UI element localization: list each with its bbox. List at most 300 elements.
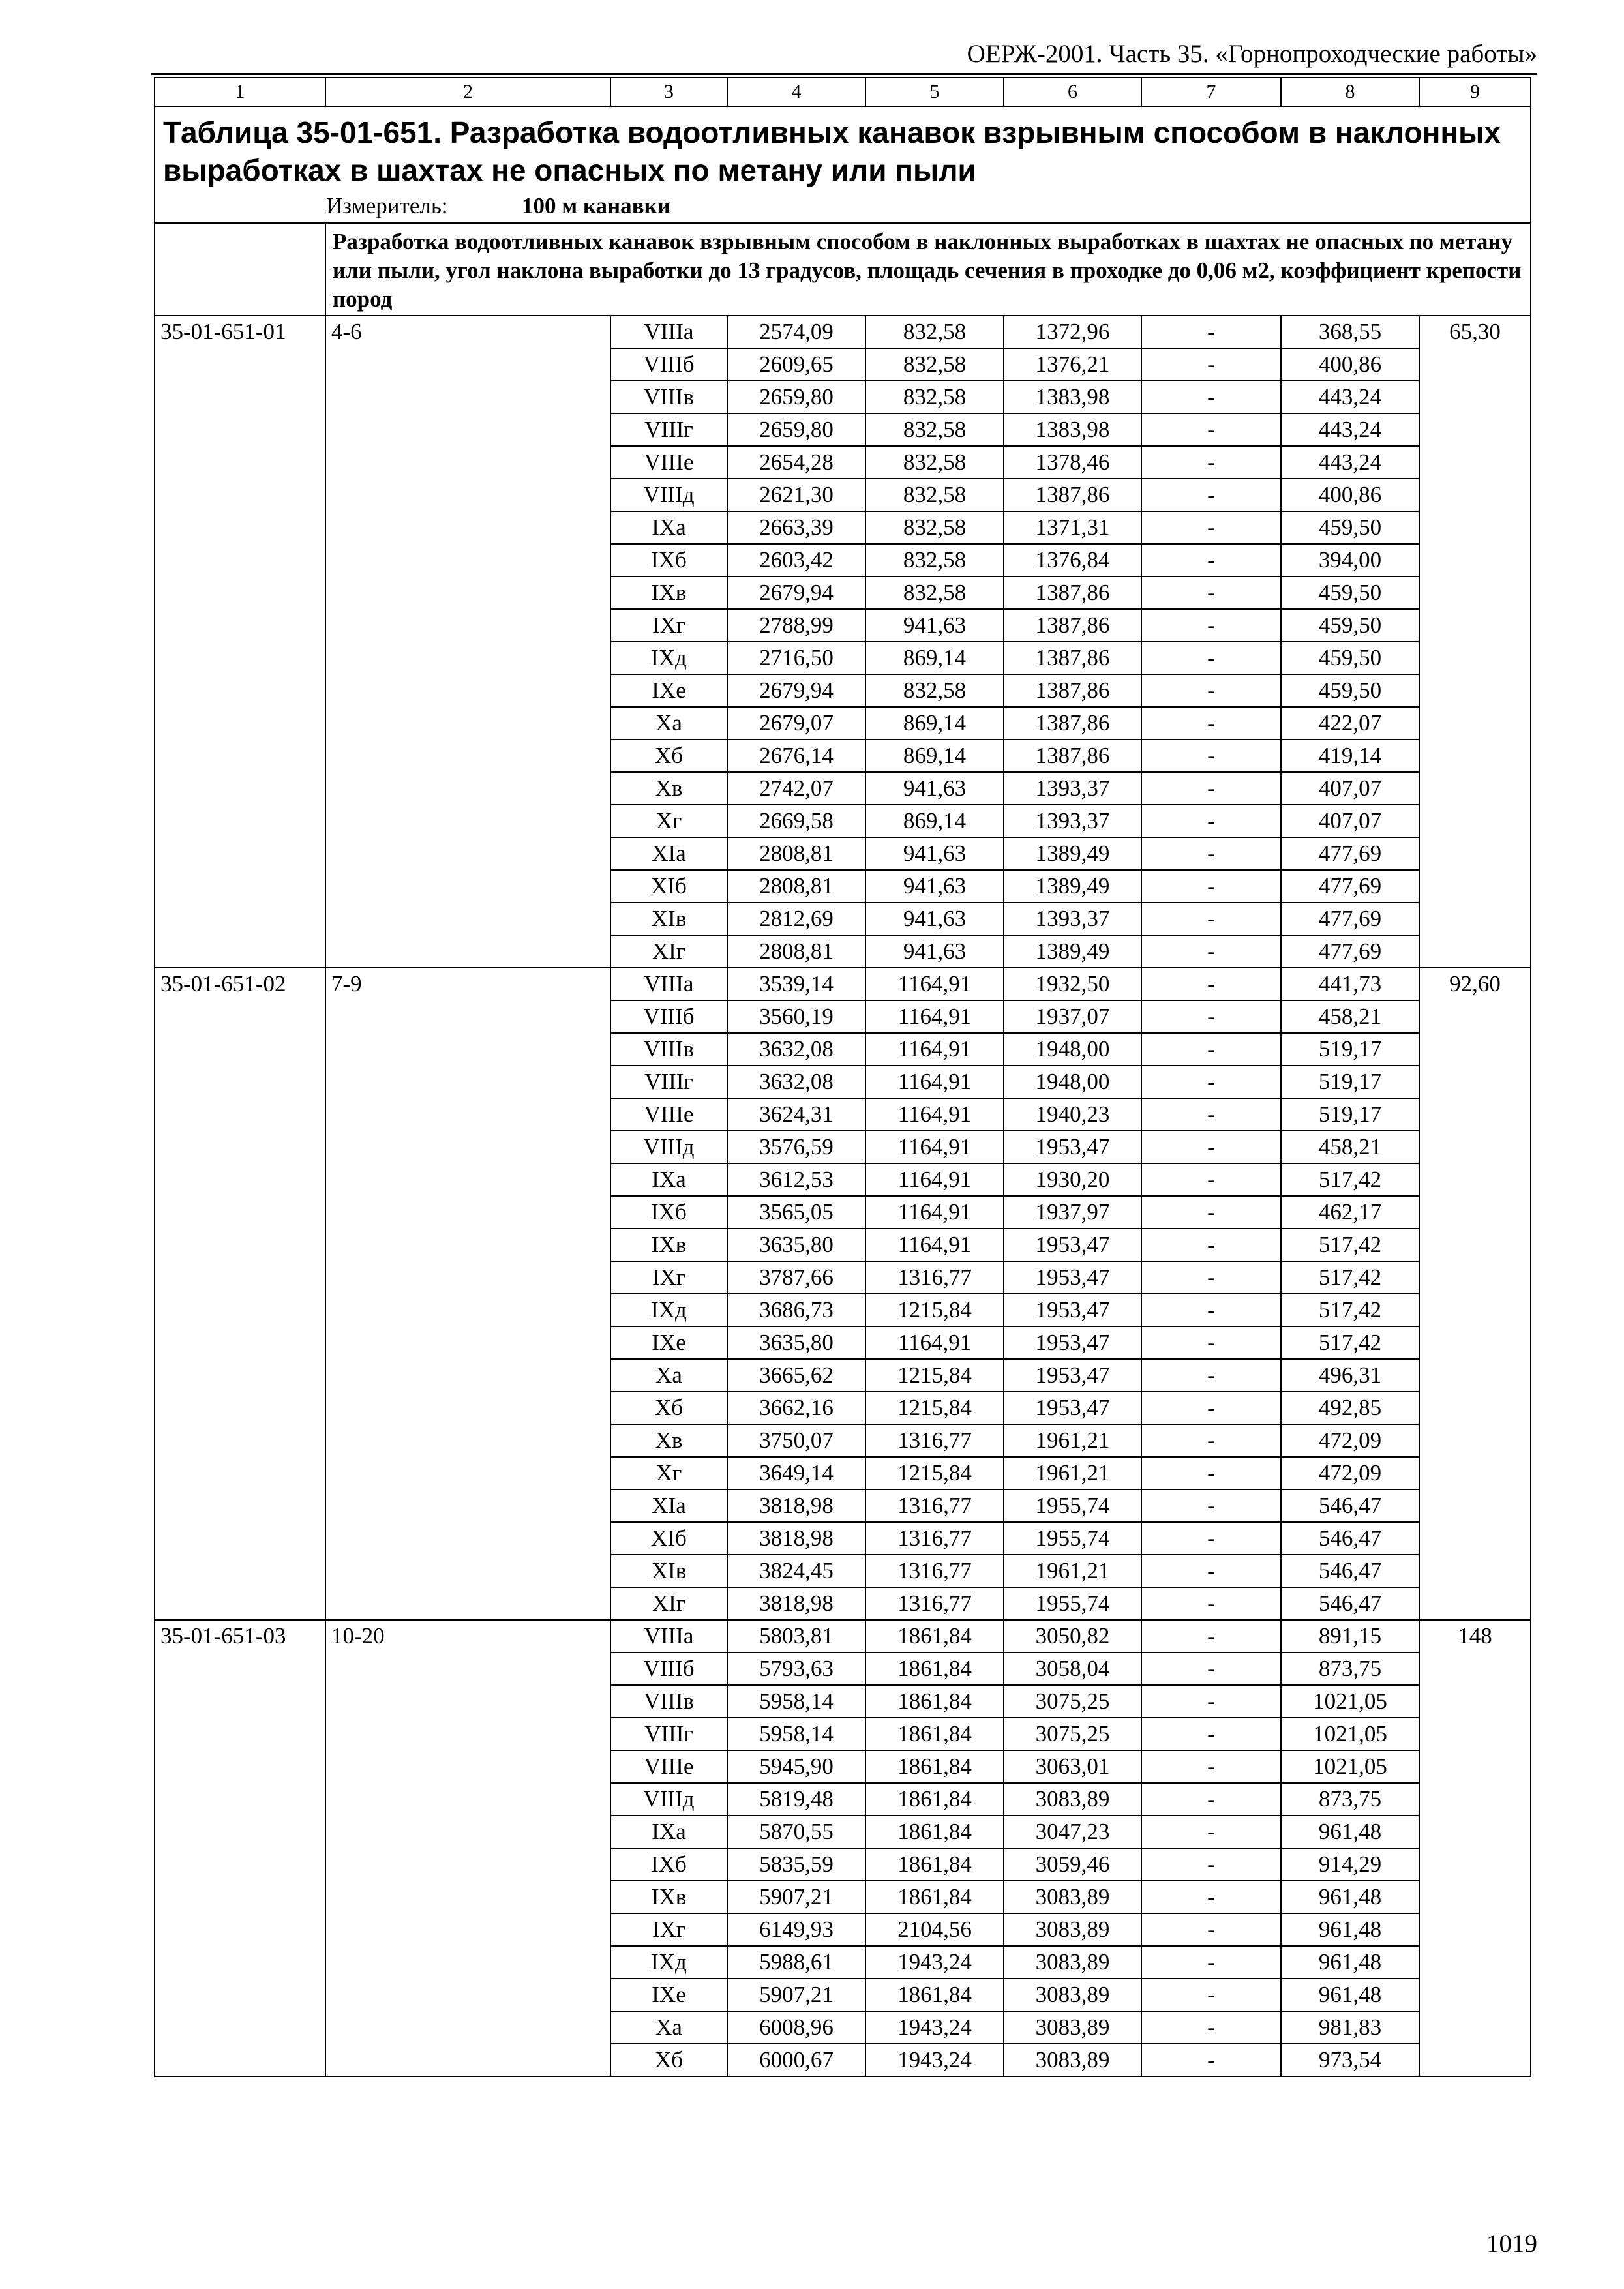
labor-cost: 869,14 (865, 707, 1004, 740)
total-cost: 3665,62 (727, 1359, 865, 1392)
labor-cost: 1164,91 (865, 1000, 1004, 1033)
column-number-row (155, 78, 1531, 106)
labor-cost: 1861,84 (865, 1979, 1004, 2011)
total-cost: 6008,96 (727, 2011, 865, 2044)
labor-cost: 1215,84 (865, 1457, 1004, 1489)
col-7-value: - (1141, 1229, 1281, 1261)
materials-cost: 961,48 (1281, 1881, 1419, 1913)
machine-cost: 1930,20 (1004, 1163, 1141, 1196)
region-class: VIIIа (610, 968, 727, 1000)
machine-cost: 3083,89 (1004, 1881, 1141, 1913)
region-class: VIIIд (610, 479, 727, 511)
region-class: XIг (610, 935, 727, 968)
materials-cost: 459,50 (1281, 576, 1419, 609)
col-7-value: - (1141, 1196, 1281, 1229)
col-7-value: - (1141, 446, 1281, 479)
region-class: IXб (610, 544, 727, 576)
col-7-value: - (1141, 1783, 1281, 1816)
col-7-value: - (1141, 1979, 1281, 2011)
labor-cost: 1861,84 (865, 1816, 1004, 1848)
machine-cost: 1387,86 (1004, 740, 1141, 772)
region-class: IXе (610, 1326, 727, 1359)
region-class: XIб (610, 870, 727, 903)
region-class: IXг (610, 1261, 727, 1294)
col-7-value: - (1141, 413, 1281, 446)
col-7-value: - (1141, 1033, 1281, 1066)
rate-code: 35-01-651-03 (155, 1620, 325, 2076)
col-num-5: 5 (865, 78, 1004, 106)
total-cost: 3565,05 (727, 1196, 865, 1229)
total-cost: 2574,09 (727, 316, 865, 348)
materials-cost: 400,86 (1281, 479, 1419, 511)
col-7-value: - (1141, 935, 1281, 968)
materials-cost: 1021,05 (1281, 1718, 1419, 1750)
machine-cost: 1387,86 (1004, 576, 1141, 609)
materials-cost: 472,09 (1281, 1457, 1419, 1489)
region-class: IXв (610, 1881, 727, 1913)
labor-cost: 1215,84 (865, 1392, 1004, 1424)
labor-cost: 1861,84 (865, 1620, 1004, 1653)
materials-cost: 517,42 (1281, 1326, 1419, 1359)
materials-cost: 519,17 (1281, 1098, 1419, 1131)
materials-cost: 443,24 (1281, 413, 1419, 446)
machine-cost: 1393,37 (1004, 805, 1141, 837)
total-cost: 2679,07 (727, 707, 865, 740)
materials-cost: 394,00 (1281, 544, 1419, 576)
running-header: ОЕРЖ-2001. Часть 35. «Горнопроходческие работы» (967, 40, 1537, 68)
col-7-value: - (1141, 1066, 1281, 1098)
col-num-9: 9 (1419, 78, 1531, 106)
labor-cost: 1164,91 (865, 1131, 1004, 1163)
region-class: XIа (610, 837, 727, 870)
estimate-table (154, 77, 1531, 2077)
region-class: IXб (610, 1848, 727, 1881)
materials-cost: 981,83 (1281, 2011, 1419, 2044)
col-7-value: - (1141, 1522, 1281, 1555)
labor-cost: 1943,24 (865, 2044, 1004, 2076)
materials-cost: 477,69 (1281, 837, 1419, 870)
total-cost: 2679,94 (727, 576, 865, 609)
machine-cost: 3083,89 (1004, 1783, 1141, 1816)
col-7-value: - (1141, 674, 1281, 707)
col-7-value: - (1141, 870, 1281, 903)
total-cost: 3612,53 (727, 1163, 865, 1196)
labor-cost: 1164,91 (865, 1229, 1004, 1261)
header-rule (151, 73, 1537, 75)
region-class: XIб (610, 1522, 727, 1555)
labor-cost: 1943,24 (865, 1946, 1004, 1979)
col-num-2: 2 (325, 78, 610, 106)
labor-cost: 1861,84 (865, 1783, 1004, 1816)
col-7-value: - (1141, 1000, 1281, 1033)
labor-cost: 832,58 (865, 479, 1004, 511)
col-num-7: 7 (1141, 78, 1281, 106)
materials-cost: 519,17 (1281, 1033, 1419, 1066)
machine-cost: 1953,47 (1004, 1392, 1141, 1424)
region-class: IXд (610, 1294, 727, 1326)
total-cost: 5835,59 (727, 1848, 865, 1881)
unit-label: Измеритель: (326, 192, 448, 218)
total-cost: 5793,63 (727, 1653, 865, 1685)
total-cost: 3649,14 (727, 1457, 865, 1489)
col-7-value: - (1141, 1392, 1281, 1424)
total-cost: 2676,14 (727, 740, 865, 772)
rate-code: 35-01-651-02 (155, 968, 325, 1620)
materials-cost: 422,07 (1281, 707, 1419, 740)
materials-cost: 519,17 (1281, 1066, 1419, 1098)
materials-cost: 546,47 (1281, 1555, 1419, 1587)
table-row (155, 968, 1531, 1000)
total-cost: 3818,98 (727, 1489, 865, 1522)
materials-cost: 873,75 (1281, 1653, 1419, 1685)
machine-cost: 1953,47 (1004, 1261, 1141, 1294)
machine-cost: 1937,07 (1004, 1000, 1141, 1033)
labor-cost: 832,58 (865, 413, 1004, 446)
col-num-1: 1 (155, 78, 325, 106)
materials-cost: 1021,05 (1281, 1685, 1419, 1718)
machine-cost: 1383,98 (1004, 381, 1141, 413)
total-cost: 3818,98 (727, 1522, 865, 1555)
total-cost: 2679,94 (727, 674, 865, 707)
labor-cost: 1861,84 (865, 1750, 1004, 1783)
total-cost: 3539,14 (727, 968, 865, 1000)
labor-cost: 2104,56 (865, 1913, 1004, 1946)
col-7-value: - (1141, 642, 1281, 674)
machine-cost: 1953,47 (1004, 1294, 1141, 1326)
materials-cost: 407,07 (1281, 805, 1419, 837)
col-7-value: - (1141, 1848, 1281, 1881)
region-class: IXг (610, 1913, 727, 1946)
region-class: VIIIе (610, 1750, 727, 1783)
materials-cost: 419,14 (1281, 740, 1419, 772)
region-class: XIв (610, 1555, 727, 1587)
region-class: VIIIв (610, 381, 727, 413)
labor-cost: 1861,84 (865, 1848, 1004, 1881)
materials-cost: 458,21 (1281, 1000, 1419, 1033)
labor-cost: 1164,91 (865, 1163, 1004, 1196)
total-cost: 3635,80 (727, 1326, 865, 1359)
total-cost: 2742,07 (727, 772, 865, 805)
total-cost: 2659,80 (727, 413, 865, 446)
region-class: IXб (610, 1196, 727, 1229)
labor-cost: 1861,84 (865, 1653, 1004, 1685)
materials-cost: 973,54 (1281, 2044, 1419, 2076)
labor-cost: 1164,91 (865, 1033, 1004, 1066)
table-body (155, 78, 1531, 2076)
materials-cost: 546,47 (1281, 1489, 1419, 1522)
region-class: VIIIг (610, 413, 727, 446)
materials-cost: 368,55 (1281, 316, 1419, 348)
region-class: IXд (610, 642, 727, 674)
region-class: IXг (610, 609, 727, 642)
title-row (155, 106, 1531, 189)
region-class: Xа (610, 707, 727, 740)
region-class: VIIIб (610, 1653, 727, 1685)
total-cost: 5819,48 (727, 1783, 865, 1816)
description-blank-cell (155, 223, 325, 316)
total-cost: 3686,73 (727, 1294, 865, 1326)
total-cost: 2812,69 (727, 903, 865, 935)
total-cost: 5803,81 (727, 1620, 865, 1653)
labor-cost: 941,63 (865, 609, 1004, 642)
region-class: IXд (610, 1946, 727, 1979)
col-7-value: - (1141, 1326, 1281, 1359)
labor-hours: 92,60 (1419, 968, 1531, 1620)
materials-cost: 517,42 (1281, 1261, 1419, 1294)
col-7-value: - (1141, 1294, 1281, 1326)
col-7-value: - (1141, 544, 1281, 576)
labor-cost: 941,63 (865, 935, 1004, 968)
table-title: Таблица 35-01-651. Разработка водоотливных канавок взрывным способом в наклонных выработках в шахтах не опасных по метану или пыли (155, 106, 1531, 189)
labor-cost: 1861,84 (865, 1881, 1004, 1913)
labor-cost: 832,58 (865, 381, 1004, 413)
total-cost: 2659,80 (727, 381, 865, 413)
hardness-range: 4-6 (325, 316, 610, 968)
table-row (155, 1620, 1531, 1653)
region-class: Xб (610, 2044, 727, 2076)
labor-cost: 941,63 (865, 903, 1004, 935)
col-7-value: - (1141, 805, 1281, 837)
machine-cost: 1955,74 (1004, 1489, 1141, 1522)
machine-cost: 3047,23 (1004, 1816, 1141, 1848)
region-class: IXа (610, 1816, 727, 1848)
machine-cost: 1387,86 (1004, 609, 1141, 642)
labor-cost: 869,14 (865, 740, 1004, 772)
materials-cost: 477,69 (1281, 935, 1419, 968)
machine-cost: 1953,47 (1004, 1326, 1141, 1359)
machine-cost: 1937,97 (1004, 1196, 1141, 1229)
total-cost: 5958,14 (727, 1685, 865, 1718)
total-cost: 3824,45 (727, 1555, 865, 1587)
machine-cost: 1955,74 (1004, 1587, 1141, 1620)
hardness-range: 7-9 (325, 968, 610, 1620)
col-7-value: - (1141, 1489, 1281, 1522)
materials-cost: 477,69 (1281, 903, 1419, 935)
col-7-value: - (1141, 968, 1281, 1000)
total-cost: 6000,67 (727, 2044, 865, 2076)
machine-cost: 1948,00 (1004, 1033, 1141, 1066)
total-cost: 3750,07 (727, 1424, 865, 1457)
col-7-value: - (1141, 1261, 1281, 1294)
total-cost: 2808,81 (727, 870, 865, 903)
unit-value: 100 м канавки (522, 192, 670, 218)
labor-cost: 869,14 (865, 642, 1004, 674)
machine-cost: 1953,47 (1004, 1131, 1141, 1163)
machine-cost: 1961,21 (1004, 1555, 1141, 1587)
col-7-value: - (1141, 1359, 1281, 1392)
region-class: IXв (610, 576, 727, 609)
table-row (155, 316, 1531, 348)
labor-cost: 941,63 (865, 837, 1004, 870)
machine-cost: 3083,89 (1004, 2011, 1141, 2044)
total-cost: 2603,42 (727, 544, 865, 576)
machine-cost: 1961,21 (1004, 1457, 1141, 1489)
region-class: VIIIг (610, 1066, 727, 1098)
labor-cost: 941,63 (865, 772, 1004, 805)
col-num-6: 6 (1004, 78, 1141, 106)
region-class: Xв (610, 1424, 727, 1457)
materials-cost: 961,48 (1281, 1816, 1419, 1848)
materials-cost: 891,15 (1281, 1620, 1419, 1653)
machine-cost: 1376,84 (1004, 544, 1141, 576)
machine-cost: 3083,89 (1004, 1913, 1141, 1946)
machine-cost: 1376,21 (1004, 348, 1141, 381)
region-class: Xб (610, 1392, 727, 1424)
labor-cost: 1861,84 (865, 1718, 1004, 1750)
materials-cost: 407,07 (1281, 772, 1419, 805)
materials-cost: 441,73 (1281, 968, 1419, 1000)
col-7-value: - (1141, 1555, 1281, 1587)
machine-cost: 1372,96 (1004, 316, 1141, 348)
labor-cost: 1316,77 (865, 1261, 1004, 1294)
col-7-value: - (1141, 1457, 1281, 1489)
machine-cost: 3083,89 (1004, 2044, 1141, 2076)
total-cost: 5870,55 (727, 1816, 865, 1848)
total-cost: 2654,28 (727, 446, 865, 479)
labor-cost: 832,58 (865, 674, 1004, 707)
machine-cost: 1955,74 (1004, 1522, 1141, 1555)
region-class: Xв (610, 772, 727, 805)
labor-cost: 1215,84 (865, 1359, 1004, 1392)
col-num-3: 3 (610, 78, 727, 106)
materials-cost: 459,50 (1281, 511, 1419, 544)
col-7-value: - (1141, 903, 1281, 935)
total-cost: 2663,39 (727, 511, 865, 544)
machine-cost: 1393,37 (1004, 903, 1141, 935)
region-class: XIв (610, 903, 727, 935)
total-cost: 2609,65 (727, 348, 865, 381)
total-cost: 3560,19 (727, 1000, 865, 1033)
labor-cost: 941,63 (865, 870, 1004, 903)
machine-cost: 1940,23 (1004, 1098, 1141, 1131)
col-7-value: - (1141, 740, 1281, 772)
labor-cost: 1215,84 (865, 1294, 1004, 1326)
labor-hours: 65,30 (1419, 316, 1531, 968)
machine-cost: 1389,49 (1004, 935, 1141, 968)
labor-cost: 1164,91 (865, 968, 1004, 1000)
col-7-value: - (1141, 479, 1281, 511)
labor-cost: 832,58 (865, 511, 1004, 544)
machine-cost: 1383,98 (1004, 413, 1141, 446)
total-cost: 5958,14 (727, 1718, 865, 1750)
machine-cost: 1387,86 (1004, 642, 1141, 674)
materials-cost: 517,42 (1281, 1163, 1419, 1196)
total-cost: 3576,59 (727, 1131, 865, 1163)
machine-cost: 1387,86 (1004, 479, 1141, 511)
region-class: Xг (610, 805, 727, 837)
col-7-value: - (1141, 576, 1281, 609)
labor-cost: 832,58 (865, 544, 1004, 576)
machine-cost: 3050,82 (1004, 1620, 1141, 1653)
col-7-value: - (1141, 381, 1281, 413)
total-cost: 3632,08 (727, 1066, 865, 1098)
region-class: IXа (610, 1163, 727, 1196)
machine-cost: 1948,00 (1004, 1066, 1141, 1098)
col-num-4: 4 (727, 78, 865, 106)
materials-cost: 546,47 (1281, 1522, 1419, 1555)
machine-cost: 1953,47 (1004, 1229, 1141, 1261)
region-class: VIIIд (610, 1783, 727, 1816)
col-7-value: - (1141, 316, 1281, 348)
region-class: Xб (610, 740, 727, 772)
col-7-value: - (1141, 1946, 1281, 1979)
machine-cost: 1378,46 (1004, 446, 1141, 479)
total-cost: 3787,66 (727, 1261, 865, 1294)
col-7-value: - (1141, 609, 1281, 642)
page-number: 1019 (1486, 2230, 1537, 2258)
region-class: VIIIб (610, 1000, 727, 1033)
col-7-value: - (1141, 348, 1281, 381)
col-7-value: - (1141, 1750, 1281, 1783)
region-class: VIIIе (610, 1098, 727, 1131)
col-7-value: - (1141, 1098, 1281, 1131)
materials-cost: 546,47 (1281, 1587, 1419, 1620)
labor-hours: 148 (1419, 1620, 1531, 2076)
labor-cost: 1861,84 (865, 1685, 1004, 1718)
materials-cost: 961,48 (1281, 1913, 1419, 1946)
col-7-value: - (1141, 772, 1281, 805)
materials-cost: 458,21 (1281, 1131, 1419, 1163)
total-cost: 3635,80 (727, 1229, 865, 1261)
region-class: IXа (610, 511, 727, 544)
col-7-value: - (1141, 1718, 1281, 1750)
col-7-value: - (1141, 1816, 1281, 1848)
materials-cost: 961,48 (1281, 1979, 1419, 2011)
materials-cost: 400,86 (1281, 348, 1419, 381)
region-class: IXе (610, 1979, 727, 2011)
materials-cost: 459,50 (1281, 642, 1419, 674)
materials-cost: 961,48 (1281, 1946, 1419, 1979)
total-cost: 5988,61 (727, 1946, 865, 1979)
hardness-range: 10-20 (325, 1620, 610, 2076)
col-7-value: - (1141, 1913, 1281, 1946)
region-class: XIа (610, 1489, 727, 1522)
materials-cost: 462,17 (1281, 1196, 1419, 1229)
total-cost: 5907,21 (727, 1881, 865, 1913)
labor-cost: 1316,77 (865, 1522, 1004, 1555)
materials-cost: 477,69 (1281, 870, 1419, 903)
machine-cost: 3083,89 (1004, 1979, 1141, 2011)
col-7-value: - (1141, 2011, 1281, 2044)
materials-cost: 459,50 (1281, 609, 1419, 642)
labor-cost: 832,58 (865, 576, 1004, 609)
region-class: IXв (610, 1229, 727, 1261)
labor-cost: 1164,91 (865, 1196, 1004, 1229)
materials-cost: 517,42 (1281, 1294, 1419, 1326)
labor-cost: 832,58 (865, 348, 1004, 381)
materials-cost: 443,24 (1281, 446, 1419, 479)
machine-cost: 1371,31 (1004, 511, 1141, 544)
materials-cost: 914,29 (1281, 1848, 1419, 1881)
col-7-value: - (1141, 1587, 1281, 1620)
materials-cost: 1021,05 (1281, 1750, 1419, 1783)
machine-cost: 3063,01 (1004, 1750, 1141, 1783)
labor-cost: 869,14 (865, 805, 1004, 837)
region-class: Xа (610, 2011, 727, 2044)
machine-cost: 3075,25 (1004, 1685, 1141, 1718)
labor-cost: 1943,24 (865, 2011, 1004, 2044)
machine-cost: 3058,04 (1004, 1653, 1141, 1685)
materials-cost: 873,75 (1281, 1783, 1419, 1816)
region-class: Xг (610, 1457, 727, 1489)
region-class: XIг (610, 1587, 727, 1620)
machine-cost: 1389,49 (1004, 870, 1141, 903)
labor-cost: 1316,77 (865, 1587, 1004, 1620)
col-7-value: - (1141, 1424, 1281, 1457)
rate-code: 35-01-651-01 (155, 316, 325, 968)
materials-cost: 492,85 (1281, 1392, 1419, 1424)
total-cost: 2808,81 (727, 935, 865, 968)
